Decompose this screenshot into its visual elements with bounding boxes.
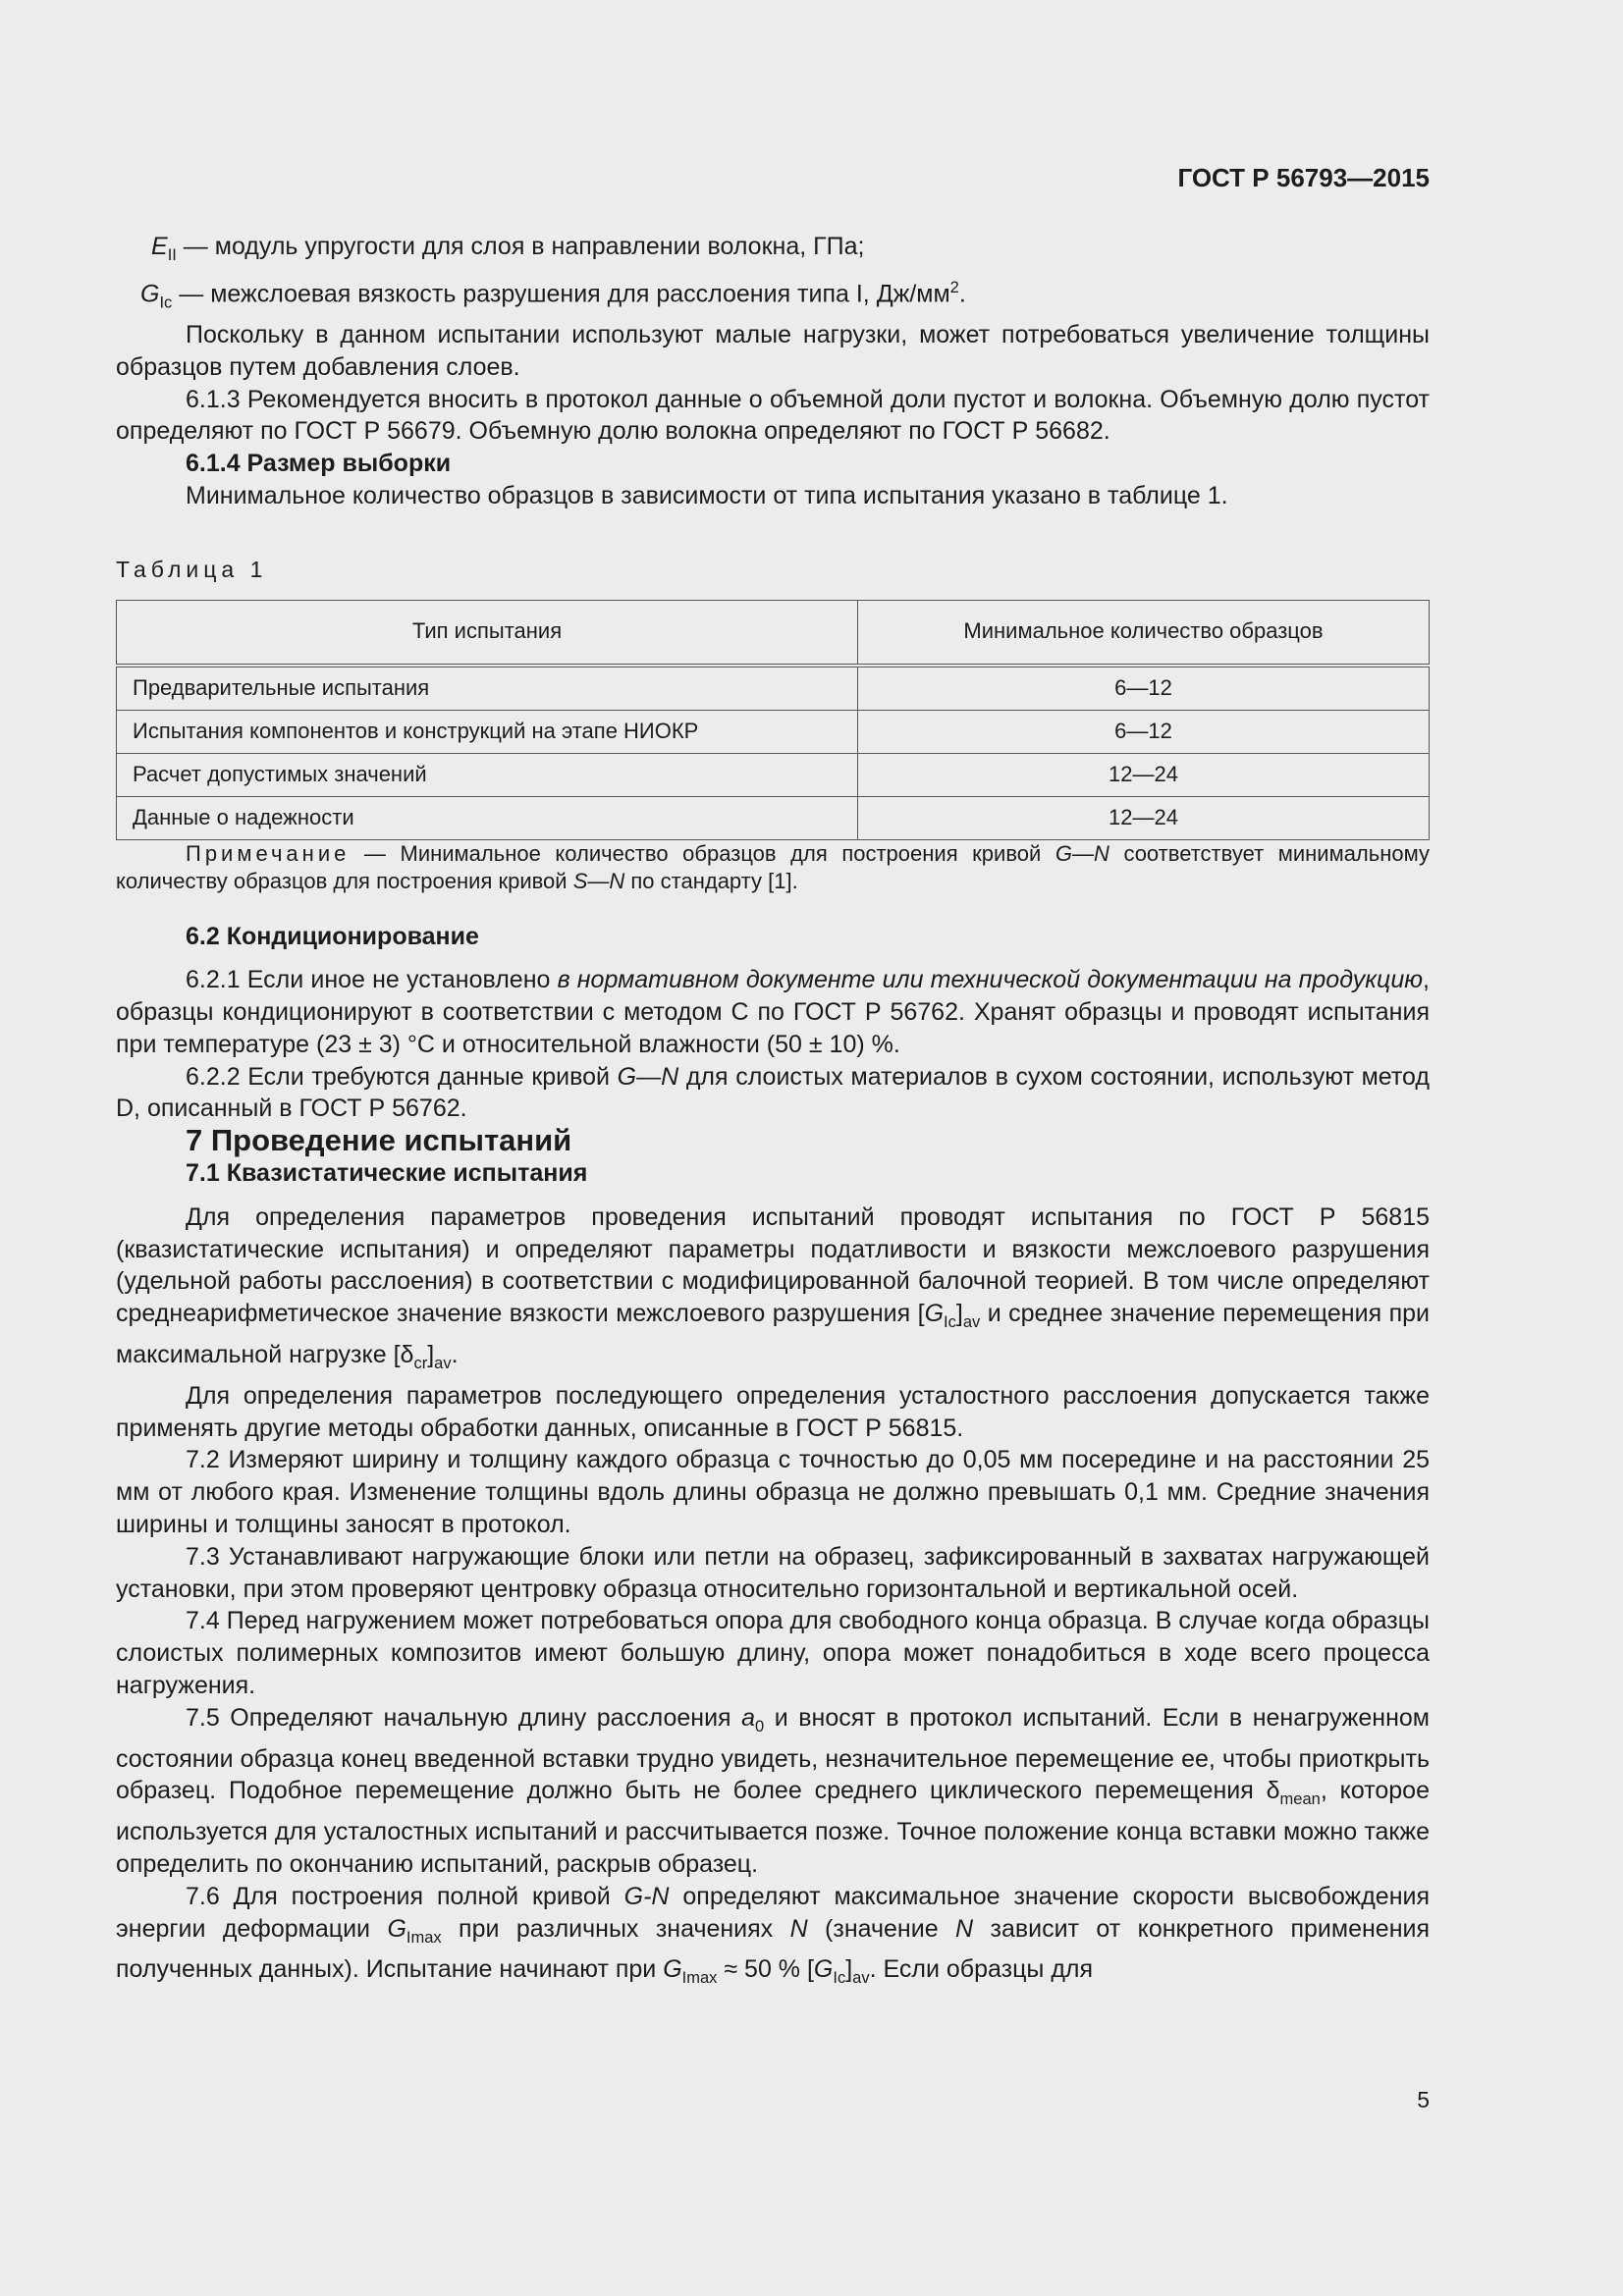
paragraph-7-5: 7.5 Определяют начальную длину расслоения $a_0$ и вносят в протокол испытаний. Если в ненагруженном состоянии образца конец введенной вставки трудно увидеть, незначительное перемещение ее, чтобы приоткрыть образец. Подобное перемещение должно быть не более среднего циклического перемещения $\delta_{mean}$, которое используется для усталостных испытаний и рассчитывается позже. Точное положение конца вставки можно также определить по окончанию испытаний, раскрыв образец.: [116, 1703, 1430, 1879]
table-row: [117, 796, 1430, 839]
table-row: [117, 753, 1430, 796]
table-cell: 12—24: [858, 753, 1430, 796]
paragraph-6-1-4: Минимальное количество образцов в зависимости от типа испытания указано в таблице 1.: [186, 481, 1228, 509]
table-cell: Предварительные испытания: [117, 666, 858, 711]
paragraph-7-6: 7.6 Для построения полной кривой G-N определяют максимальное значение скорости высвобождения энергии деформации $G_{Imax}$ при различных значениях N (значение N зависит от конкретного применения полученных данных). Испытание начинают при $G_{Imax} \approx 50$ % $[G_{Ic}]_{av}$. Если образцы для: [116, 1882, 1431, 1988]
table-header-test-type: Тип испытания: [117, 600, 858, 666]
document-body: [116, 231, 1430, 1995]
heading-6-2: 6.2 Кондиционирование: [186, 922, 479, 950]
table-cell: 6—12: [858, 666, 1430, 711]
table-cell: 12—24: [858, 796, 1430, 839]
definition-g: $G_{Ic}$ — межслоевая вязкость разрушения для расслоения типа I, $Дж/мм^2$.: [140, 278, 966, 312]
paragraph-6-2-2: 6.2.2 Если требуются данные кривой G—N для слоистых материалов в сухом состоянии, используют метод D, описанный в ГОСТ Р 56762.: [116, 1062, 1430, 1123]
paragraph-6-2-1: 6.2.1 Если иное не установлено в нормативном документе или технической документации на продукцию, образцы кондиционируют в соответствии с методом С по ГОСТ Р 56762. Хранят образцы и проводят испытания при температуре (23 ± 3) °С и относительной влажности (50 ± 10) %.: [116, 966, 1430, 1058]
definition-e: $E_{II}$ — модуль упругости для слоя в направлении волокна, ГПа;: [151, 233, 865, 264]
paragraph-7-3: 7.3 Устанавливают нагружающие блоки или петли на образец, зафиксированный в захватах нагружающей установки, при этом проверяют центровку образца относительно горизонтальной и вертикальной осей.: [116, 1542, 1430, 1603]
heading-6-1-4: 6.1.4 Размер выборки: [186, 450, 452, 478]
paragraph-7-2: 7.2 Измеряют ширину и толщину каждого образца с точностью до 0,05 мм посередине и на расстоянии 25 мм от любого края. Изменение толщины вдоль длины образца не должно превышать 0,1 мм. Средние значения ширины и толщины заносят в протокол.: [116, 1446, 1430, 1539]
table-header-min-count: Минимальное количество образцов: [858, 600, 1430, 666]
table-cell: Испытания компонентов и конструкций на этапе НИОКР: [117, 710, 858, 753]
standard-header: ГОСТ Р 56793—2015: [1177, 163, 1430, 192]
table-cell: 6—12: [858, 710, 1430, 753]
table-note: Примечание — Минимальное количество образцов для построения кривой G—N соответствует минимальному количеству образцов для построения кривой S—N по стандарту [1].: [116, 840, 1430, 893]
table-row: [117, 666, 1430, 711]
table-cell: Данные о надежности: [117, 796, 858, 839]
page-number: 5: [1417, 2087, 1430, 2112]
paragraph-6-1-3: 6.1.3 Рекомендуется вносить в протокол данные о объемной доли пустот и волокна. Объемную долю пустот определяют по ГОСТ Р 56679. Объемную долю волокна определяют по ГОСТ Р 56682.: [116, 385, 1430, 446]
heading-7-1: 7.1 Квазистатические испытания: [186, 1159, 588, 1188]
paragraph-7-1-b: Для определения параметров последующего определения усталостного расслоения допускается также применять другие методы обработки данных, описанные в ГОСТ Р 56815.: [116, 1381, 1430, 1442]
table-cell: Расчет допустимых значений: [117, 753, 858, 796]
paragraph-samples: Поскольку в данном испытании используют малые нагрузки, может потребоваться увеличение толщины образцов путем добавления слоев.: [116, 320, 1430, 381]
table-row: [117, 710, 1430, 753]
heading-section-7: 7 Проведение испытаний: [186, 1123, 572, 1158]
table-caption: Таблица 1: [116, 556, 268, 582]
paragraph-7-4: 7.4 Перед нагружением может потребоваться опора для свободного конца образца. В случае когда образцы слоистых полимерных композитов имеют большую длину, опора может понадобиться в ходе всего процесса нагружения.: [116, 1607, 1430, 1700]
samples-table: [116, 600, 1430, 840]
paragraph-7-1-a: Для определения параметров проведения испытаний проводят испытания по ГОСТ Р 56815 (квазистатические испытания) и определяют параметры податливости и вязкости межслоевого разрушения (удельной работы расслоения) в соответствии с модифицированной балочной теорией. В том числе определяют среднеарифметическое значение вязкости межслоевого разрушения $[G_{Ic}]_{av}$ и среднее значение перемещения при максимальной нагрузке $[\delta_{cr}]_{av}$.: [116, 1202, 1430, 1373]
